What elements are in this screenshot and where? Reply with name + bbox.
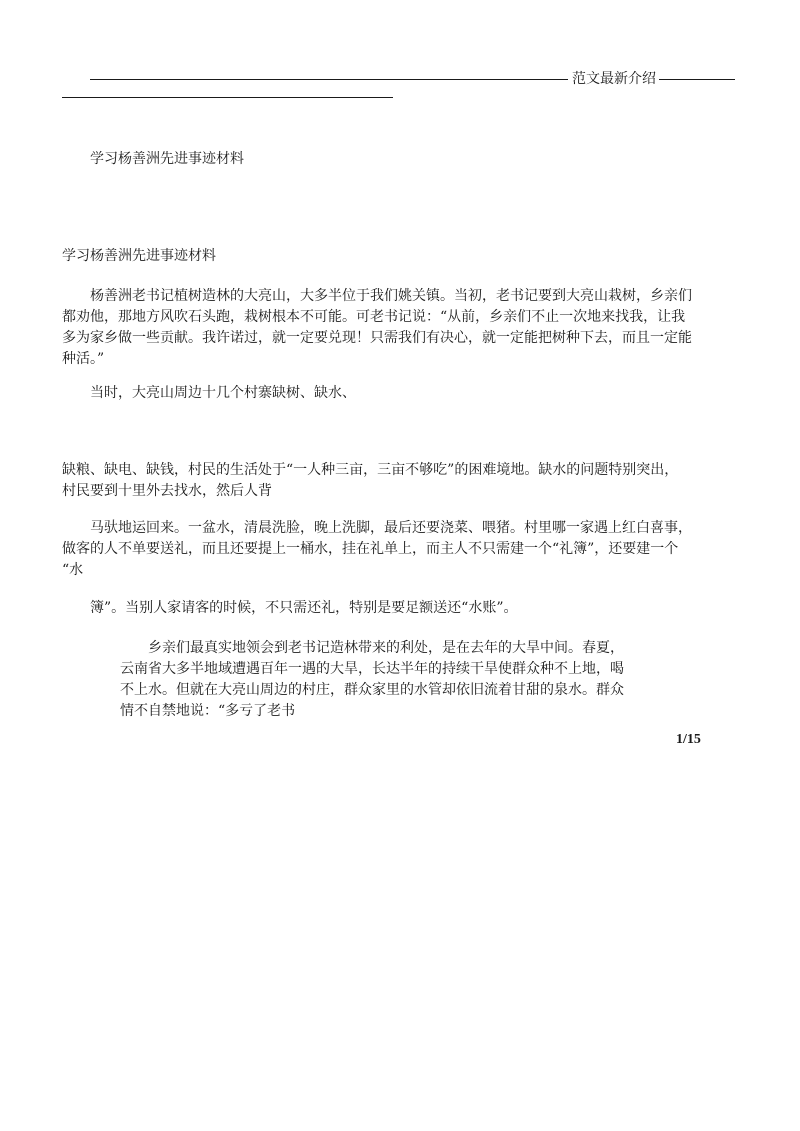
text-line: 多为家乡做一些贡献。我许诺过，就一定要兑现！只需我们有决心，就一定能把树种下去，而且一定能 (62, 330, 692, 346)
paragraph: 簿”。当别人家请客的时候，不只需还礼，特别是要足额送还“水账”。 (90, 600, 518, 616)
text-line: 情不自禁地说：“多亏了老书 (120, 703, 296, 719)
header-rule (659, 79, 735, 80)
header-label: 范文最新介绍 (572, 71, 656, 87)
document-title-indented: 学习杨善洲先进事迹材料 (90, 151, 244, 167)
paragraph (62, 460, 738, 502)
text-line: 乡亲们最真实地领会到老书记造林带来的利处，是在去年的大旱中间。春夏， (148, 640, 624, 656)
text-line: “水 (62, 562, 84, 578)
text-line: 缺粮、缺电、缺钱，村民的生活处于“一人种三亩，三亩不够吃”的困难境地。缺水的问题特别突出， (62, 462, 679, 478)
paragraph: 当时，大亮山周边十几个村寨缺树、缺水、 (90, 385, 356, 401)
text-line: 云南省大多半地域遭遇百年一遇的大旱，长达半年的持续干旱使群众种不上地，喝 (120, 661, 624, 677)
text-line: 种活。” (62, 351, 105, 367)
text-line: 马驮地运回来。一盆水，清晨洗脸，晚上洗脚，最后还要浇菜、喂猪。村里哪一家遇上红白喜事， (90, 520, 692, 536)
page-number: 1/15 (676, 732, 701, 747)
document-title: 学习杨善洲先进事迹材料 (62, 248, 216, 264)
text-line: 做客的人不单要送礼，而且还要提上一桶水，挂在礼单上，而主人不只需建一个“礼簿”，还要建一个 (62, 541, 679, 557)
header-rule (90, 79, 568, 80)
text-line: 不上水。但就在大亮山周边的村庄，群众家里的水管却依旧流着甘甜的泉水。群众 (120, 682, 624, 698)
text-line: 村民要到十里外去找水，然后人背 (62, 483, 272, 499)
paragraph (120, 638, 680, 722)
paragraph (62, 518, 738, 581)
header-rule (62, 97, 393, 98)
text-line: 杨善洲老书记植树造林的大亮山，大多半位于我们姚关镇。当初，老书记要到大亮山栽树，乡亲们 (90, 288, 692, 304)
text-line: 都劝他，那地方风吹石头跑，栽树根本不可能。可老书记说：“从前，乡亲们不止一次地来找我，让我 (62, 309, 686, 325)
page-header (90, 68, 735, 90)
paragraph (62, 286, 738, 370)
